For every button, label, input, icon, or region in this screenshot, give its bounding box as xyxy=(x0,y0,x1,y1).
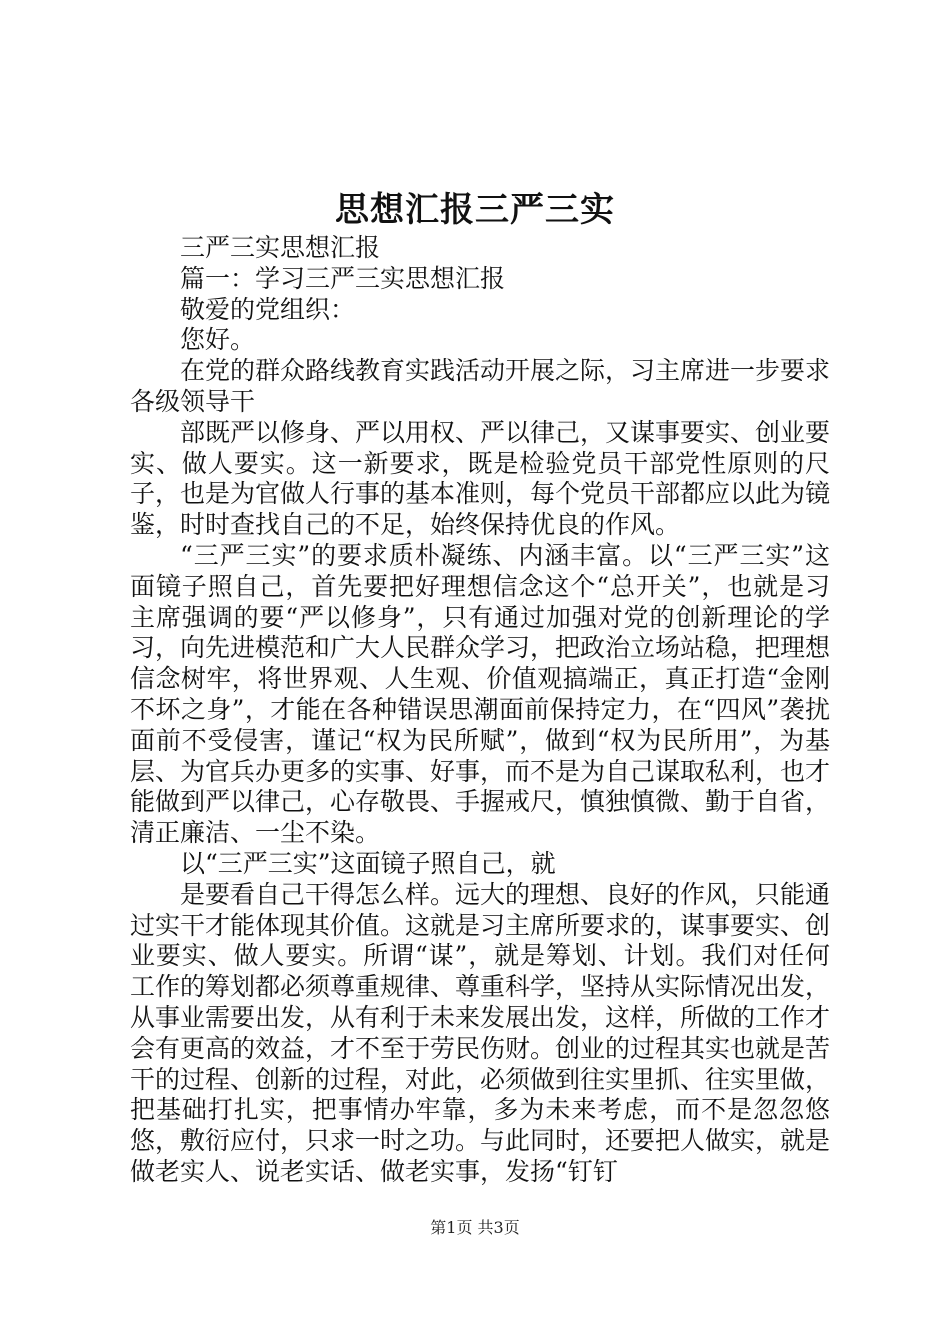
paragraph-subheading: 篇一：学习三严三实思想汇报 xyxy=(180,263,506,293)
page-number-footer: 第1页 共3页 xyxy=(430,1218,520,1237)
paragraph: “三严三实”的要求质朴凝练、内涵丰富。以“三严三实”这面镜子照自己，首先要把好理想信念这个“总开关”，也就是习主席强调的要“严以修身”，只有通过加强对党的创新理论的学习，向先进模范和广大人民群众学习，把政治立场站稳，把理想信念树牢，将世界观、人生观、价值观搞端正，真正打造“金刚不坏之身”，才能在各种错误思潮面前保持定力，在“四风”袭扰面前不受侵害，谨记“权为民所赋”，做到“权为民所用”，为基层、为官兵办更多的实事、好事，而不是为自己谋取私利，也才能做到严以律己，心存敬畏、手握戒尺，慎独慎微、勤于自省，清正廉洁、一尘不染。 xyxy=(130,540,831,848)
paragraph: 部既严以修身、严以用权、严以律己，又谋事要实、创业要实、做人要实。这一新要求，既是检验党员干部党性原则的尺子，也是为官做人行事的基本准则，每个党员干部都应以此为镜鉴，时时查找自己的不足，始终保持优良的作风。 xyxy=(130,417,831,540)
paragraph-salutation: 敬爱的党组织： xyxy=(180,294,356,324)
paragraph-heading: 三严三实思想汇报 xyxy=(180,233,381,262)
document-body xyxy=(130,233,830,1188)
paragraph-greeting: 您好。 xyxy=(180,325,256,355)
paragraph: 是要看自己干得怎么样。远大的理想、良好的作风，只能通过实干才能体现其价值。这就是习主席所要求的，谋事要实、创业要实、做人要实。所谓“谋”，就是筹划、计划。我们对任何工作的筹划都必须尊重规律、尊重科学，坚持从实际情况出发，从事业需要出发，从有利于未来发展出发，这样，所做的工作才会有更高的效益，才不至于劳民伤财。创业的过程其实也就是苦干的过程、创新的过程，对此，必须做到往实里抓、往实里做，把基础打扎实，把事情办牢靠，多为未来考虑，而不是忽忽悠悠，敷衍应付，只求一时之功。与此同时，还要把人做实，就是做老实人、说老实话、做老实事，发扬“钉钉 xyxy=(130,879,831,1186)
paragraph: 在党的群众路线教育实践活动开展之际，习主席进一步要求各级领导干 xyxy=(130,356,831,416)
document-title: 思想汇报三严三实 xyxy=(335,190,615,230)
paragraph: 以“三严三实”这面镜子照自己，就 xyxy=(180,848,556,878)
